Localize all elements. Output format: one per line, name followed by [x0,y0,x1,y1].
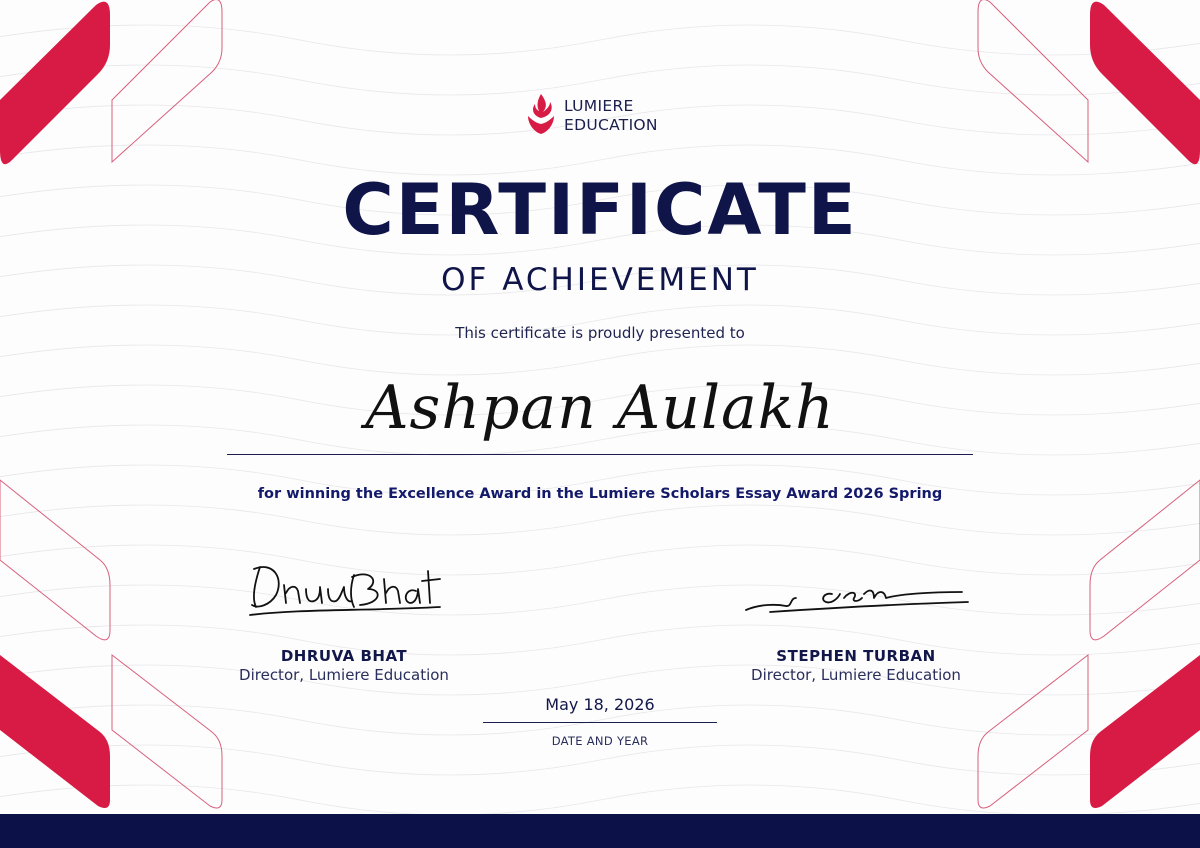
signatory-1-name: DHRUVA BHAT [280,647,408,665]
recipient-underline [227,454,973,455]
award-reason: for winning the Excellence Award in the Lumiere Scholars Essay Award 2026 Spring [257,486,943,502]
brand-logo [526,90,686,138]
date-underline [483,722,717,723]
certificate-title: CERTIFICATE [342,169,858,251]
corner-ornament-bottom-left [0,480,222,808]
presented-text: This certificate is proudly presented to [455,324,745,342]
signatory-1-role: Director, Lumiere Education [239,666,449,684]
signature-image-1 [240,555,450,630]
corner-ornament-bottom-right [978,480,1200,808]
flame-icon [526,92,556,136]
brand-line-2: EDUCATION [564,116,658,134]
signatory-2-role: Director, Lumiere Education [751,666,961,684]
footer-bar [0,814,1200,848]
signature-image-2 [740,580,972,620]
signatory-2-name: STEPHEN TURBAN [776,647,936,665]
certificate-subtitle: OF ACHIEVEMENT [441,262,759,298]
recipient-name: Ashpan Aulakh [365,373,835,443]
date-label: DATE AND YEAR [551,734,649,748]
award-date: May 18, 2026 [545,695,655,714]
brand-name [564,97,658,135]
corner-ornament-top-left [0,0,222,164]
brand-line-1: LUMIERE [564,97,634,115]
corner-ornament-top-right [978,0,1200,164]
